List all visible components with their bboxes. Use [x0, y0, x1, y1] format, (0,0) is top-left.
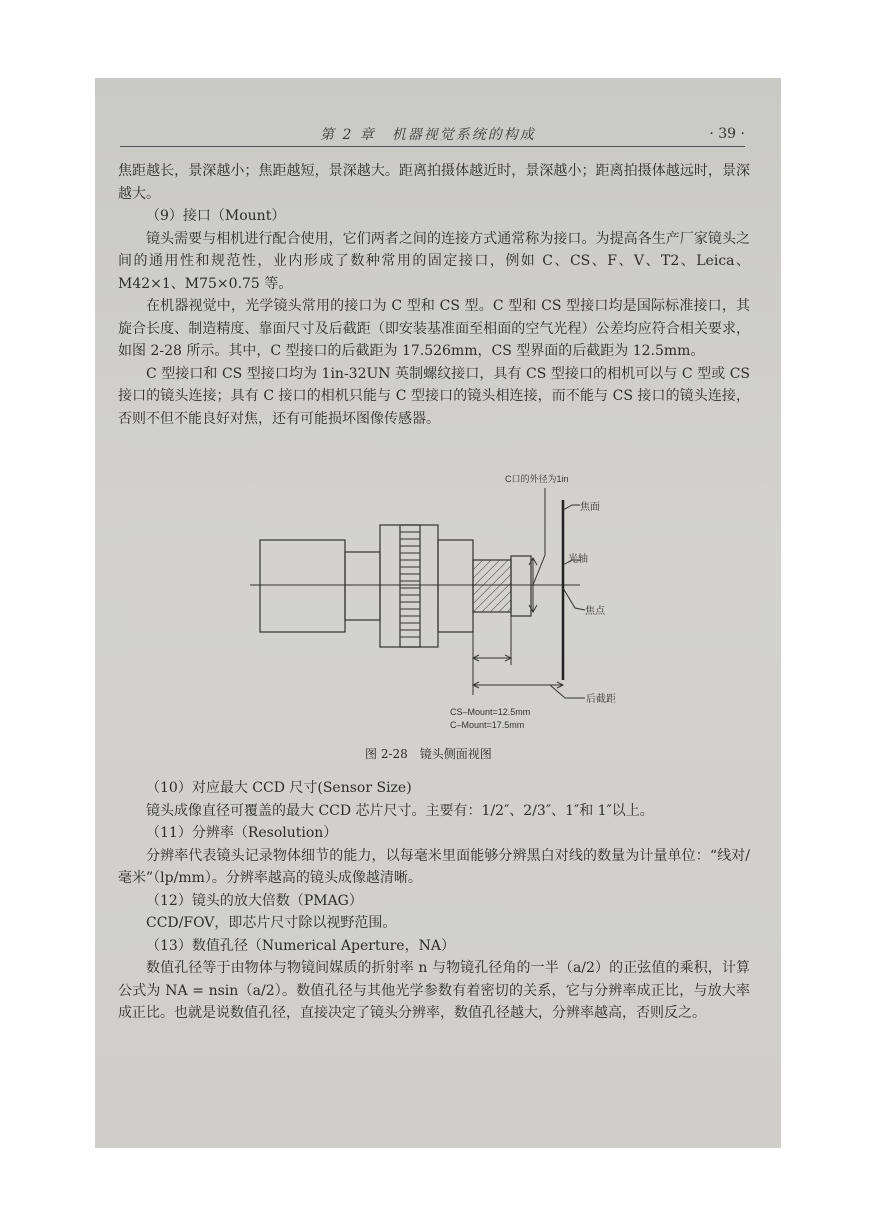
heading-resolution: （11）分辨率（Resolution） — [146, 825, 338, 841]
paragraph-continued: 焦距越长，景深越小；焦距越短，景深越大。距离拍摄体越近时，景深越小；距离拍摄体越远时，景深越大。 — [118, 163, 750, 202]
knurled-ring — [400, 525, 420, 647]
lens-side-view-diagram — [250, 470, 640, 740]
paragraph-sensor-size: 镜头成像直径可覆盖的最大 CCD 芯片尺寸。主要有：1/2″、2/3″、1″和 1″以上。 — [146, 802, 654, 819]
mount-flange — [511, 556, 531, 616]
label-back-focus: 后截距 — [586, 694, 616, 705]
running-header — [120, 124, 745, 146]
figure-caption: 图 2-28 镜头侧面视图 — [365, 747, 492, 761]
heading-mount: （9）接口（Mount） — [146, 208, 286, 224]
paragraph-mount-types: 在机器视觉中，光学镜头常用的接口为 C 型和 CS 型。C 型和 CS 型接口均是国际标准接口，其旋合长度、制造精度、靠面尺寸及后截距（即安装基准面至相面的空气光程）公差均应符合相关要求，如图 2-28 所示。其中，C 型接口的后截距为 17.526mm，CS 型界面的后截距为 12.5mm。 — [118, 298, 750, 359]
focus-ring — [380, 525, 438, 647]
label-cs-mount: CS–Mount=12.5mm — [450, 707, 531, 717]
header-rule — [120, 146, 745, 147]
heading-pmag: （12）镜头的放大倍数（PMAG） — [146, 892, 363, 909]
page-number: · 39 · — [709, 126, 745, 142]
label-optical-axis: 光轴 — [568, 554, 588, 565]
heading-na: （13）数值孔径（Numerical Aperture，NA） — [146, 937, 455, 954]
text-block-top — [118, 160, 750, 430]
text-block-bottom — [118, 777, 750, 1025]
chapter-title: 第 2 章 机器视觉系统的构成 — [320, 127, 536, 143]
paragraph-mount-intro: 镜头需要与相机进行配合使用，它们两者之间的连接方式通常称为接口。为提高各生产厂家镜头之间的通用性和规范性，业内形成了数种常用的固定接口，例如 C、CS、F、V、T2、Leica、M42×1、M75×0.75 等。 — [118, 230, 750, 292]
label-c-mount: C–Mount=17.5mm — [450, 720, 525, 730]
paragraph-na: 数值孔径等于由物体与物镜间媒质的折射率 n 与物镜孔径角的一半（a/2）的正弦值的乘积，计算公式为 NA = nsin（a/2）。数值孔径与其他光学参数有着密切的关系，它与分辨率成正比，与放大率成正比。也就是说数值孔径，直接决定了镜头分辨率，数值孔径越大，分辨率越高，否则反之。 — [118, 960, 750, 1021]
paragraph-pmag: CCD/FOV，即芯片尺寸除以视野范围。 — [146, 915, 397, 931]
paragraph-thread: C 型接口和 CS 型接口均为 1in-32UN 英制螺纹接口，具有 CS 型接口的相机可以与 C 型或 CS 接口的镜头连接；具有 C 接口的相机只能与 C 型接口的镜头相连接，而不能与 CS 接口的镜头连接，否则不但不能良好对焦，还有可能损坏图像传感器。 — [118, 365, 750, 427]
diameter-leader — [533, 488, 545, 585]
mount-thread — [473, 560, 511, 612]
label-focus-point: 焦点 — [585, 606, 605, 617]
lens-barrel-front — [438, 540, 473, 632]
lens-barrel-rear — [260, 540, 345, 632]
label-focal-plane: 焦面 — [580, 502, 600, 513]
paragraph-resolution: 分辨率代表镜头记录物体细节的能力，以每毫米里面能够分辨黑白对线的数量为计量单位：“线对/毫米”（lp/mm）。分辨率越高的镜头成像越清晰。 — [118, 847, 750, 886]
lens-barrel-step — [345, 552, 380, 620]
heading-sensor-size: （10）对应最大 CCD 尺寸(Sensor Size) — [146, 780, 412, 796]
label-c-diameter: C口的外径为1in — [505, 474, 569, 484]
